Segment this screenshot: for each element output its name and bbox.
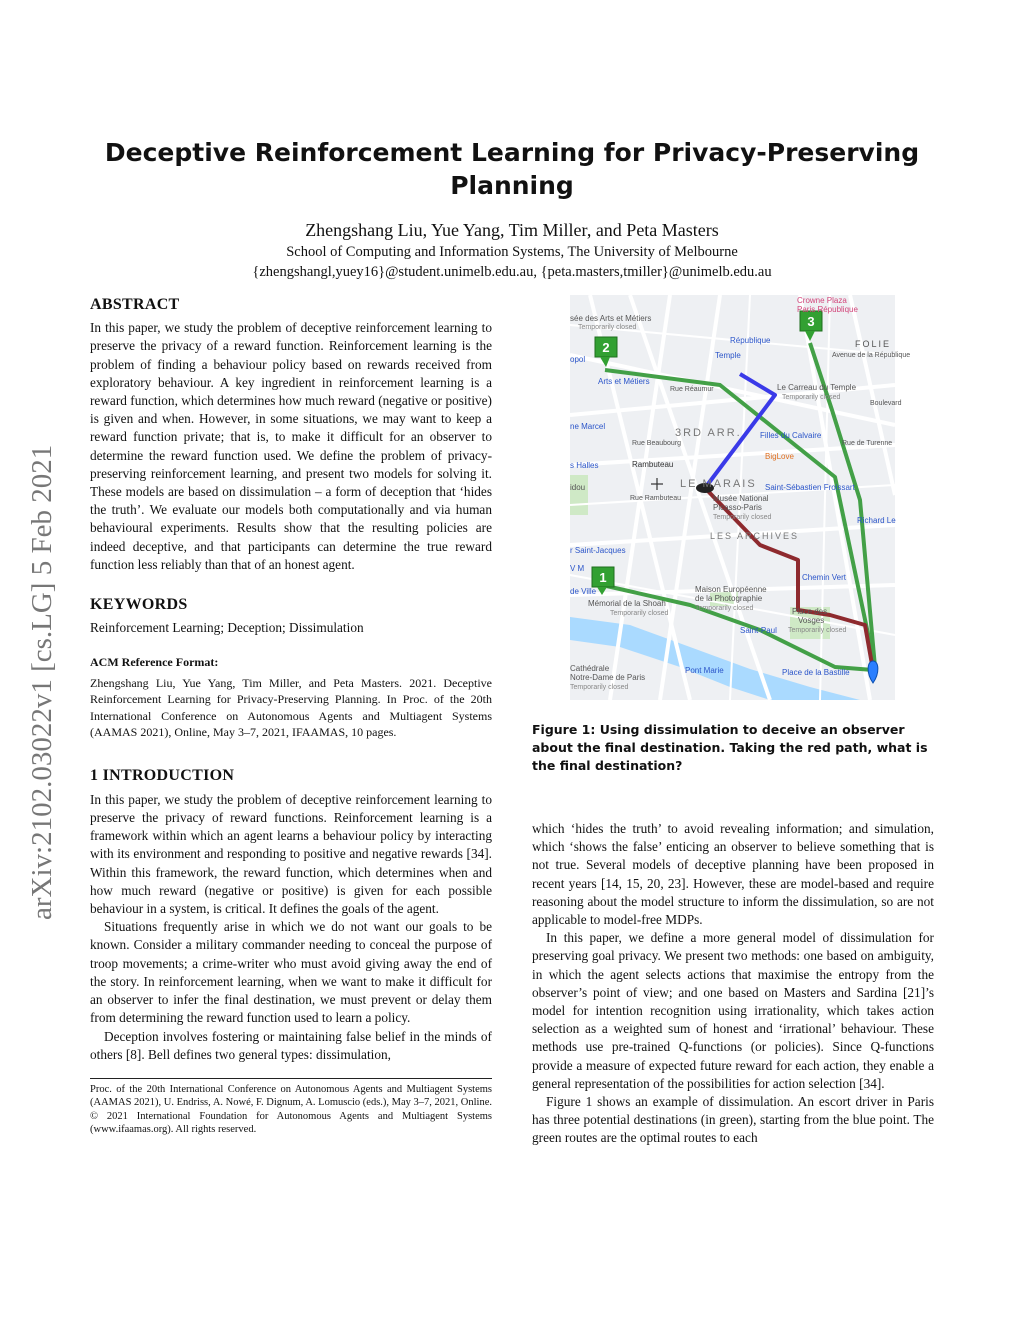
label-rue-reaumur: Rue Réaumur — [670, 386, 714, 393]
acm-reference-heading: ACM Reference Format: — [90, 655, 219, 670]
label-temp-closed-5: Temporarily closed — [695, 605, 754, 612]
label-vosges-1: Place des — [792, 607, 828, 616]
label-temp-closed-4: Temporarily closed — [610, 610, 669, 617]
right-paragraph-1: which ‘hides the truth’ to avoid revealing information; and simulation, which ‘shows the false’ enticing an observer to believe something that is not true. Several models of deceptive planning have been proposed in recent years [14, 15, 20, 23]. However, these are model-based and require reasoning about the model structure to inform the dissimulation, so are not applicable to model-free MDPs. — [532, 821, 934, 928]
label-crowne-plaza: Crowne Plaza — [797, 296, 847, 305]
label-temp-closed-3: Temporarily closed — [713, 514, 772, 521]
label-richard-lenoir: Richard Le — [857, 516, 896, 525]
label-cathedrale-1: Cathédrale — [570, 664, 610, 673]
label-musee-picasso-1: Musée National — [713, 494, 769, 503]
label-arts-et-metiers: Arts et Métiers — [598, 377, 650, 386]
label-musee-picasso-2: Picasso-Paris — [713, 503, 762, 512]
intro-paragraph-3: Deception involves fostering or maintaining false belief in the minds of others [8]. Bell defines two general types: dissimulation, — [90, 1028, 492, 1062]
label-place-bastille: Place de la Bastille — [782, 668, 850, 677]
label-ne-marcel: ne Marcel — [570, 422, 606, 431]
label-temp-closed-1: Temporarily closed — [578, 324, 637, 331]
introduction-heading: 1 INTRODUCTION — [90, 766, 235, 784]
acm-reference-text: Zhengshang Liu, Yue Yang, Tim Miller, and Peta Masters. 2021. Deceptive Reinforcement Learning for Privacy-Preserving Planning. In Proc. of the 20th International Conference on Autonomous Agents and Multiagent Systems (AAMAS 2021), Online, May 3–7, 2021, IFAAMAS, 10 pages. — [90, 675, 492, 740]
right-paragraph-2: In this paper, we define a more general model of dissimulation for preserving goal privacy. We present two methods: one based on ambiguity, in which the agent selects actions that maximise the entropy from the observer’s point of view; and one based on Masters and Sardina [21]’s model for intention recognition using irrationality, which takes action selection as a weighted sum of honest and ‘irrational’ behaviour. These methods use pre-trained Q-functions (or policies). Since Q-functions provide a measure of expected future reward for each action, they enable a general representation of the possibilities for action selection [34]. — [532, 930, 934, 1091]
label-paris-republique: Paris République — [797, 305, 858, 314]
label-temp-closed-6: Temporarily closed — [788, 627, 847, 634]
footnote-text: Proc. of the 20th International Conference on Autonomous Agents and Multiagent Systems (AAMAS 2021), U. Endriss, A. Nowé, F. Dignum, A. Lomuscio (eds.), May 3–7, 2021, Online. © 2021 International Foundation for Autonomous Agents and Multiagent Systems (www.ifaamas.org). All rights reserved. — [90, 1083, 492, 1136]
left-column — [90, 296, 492, 1137]
label-memorial: Mémorial de la Shoah — [588, 599, 666, 608]
intro-paragraph-2: Situations frequently arise in which we do not want our goals to be known. Consider a military commander needing to conceal the purpose of troop movements; a crime-writer who must avoid giving away the end of the story. In reinforcement learning, when we want to make it difficult for an observer to infer the final destination, we must prevent or delay them from determining the reward function used to learn a policy. — [90, 919, 492, 1026]
intro-paragraph-1: In this paper, we study the problem of deceptive reinforcement learning to preserve the privacy of reward functions. Reinforcement learning is a framework within which an agent learns a behaviour policy by interacting with its environment and responding to positive and negative rewards [34]. Within this framework, the reward function, which determines when and how much reward (negative or positive) is given for each possible behaviour in a system, is critical. It defines the goals of the agent. — [90, 791, 492, 917]
abstract-heading: ABSTRACT — [90, 296, 180, 313]
label-opol: opol — [570, 355, 586, 364]
marker-3-label: 3 — [807, 314, 815, 329]
label-temp-closed-2: Temporarily closed — [782, 394, 841, 401]
label-carreau-temple: Le Carreau du Temple — [777, 383, 857, 392]
paris-route-map — [570, 295, 911, 700]
label-maison-2: de la Photographie — [695, 594, 763, 603]
affiliation: School of Computing and Information Systems, The University of Melbourne — [286, 244, 738, 260]
label-pont-marie: Pont Marie — [685, 666, 724, 675]
label-les-archives: LES ARCHIVES — [710, 531, 800, 541]
label-rue-beaubourg: Rue Beaubourg — [632, 440, 682, 447]
keywords-heading: KEYWORDS — [90, 596, 188, 614]
abstract-text: In this paper, we study the problem of deceptive reinforcement learning to preserve the privacy of a reward function. Reinforcement learning is the problem of finding a behaviour policy based on rewards received from exploratory behaviour. A key ingredient in reinforcement learning is a reward function, which determines how much reward (negative or positive) is given and when. However, in some situations, we may want to keep a reward function private; that is, to make it difficult for an observer to determine the reward function used. We define the problem of privacy-preserving reinforcement learning, and present two models for solving it. These models are based on dissimulation – a form of deception that ‘hides the truth’. We evaluate our models both computationally and via human behavioural experiments. Results show that the resulting policies are indeed deceptive, and that participants can determine the true reward function less reliably than that of an honest agent. — [90, 320, 492, 572]
label-republique: République — [730, 336, 771, 345]
right-column — [532, 820, 934, 1148]
label-vosges-2: Vosges — [798, 616, 825, 625]
marker-1-label: 1 — [599, 570, 607, 585]
label-biglove: BigLove — [765, 452, 794, 461]
title-line-2: Planning — [450, 171, 574, 200]
right-paragraph-3: Figure 1 shows an example of dissimulation. An escort driver in Paris has three potential destinations (in green), starting from the blue point. The green routes are the optimal routes to each — [532, 1094, 934, 1146]
label-saint-jacques: r Saint-Jacques — [570, 546, 626, 555]
label-folie: FOLIE — [855, 339, 892, 349]
park-left — [570, 475, 588, 515]
label-saint-paul: Saint-Paul — [740, 626, 777, 635]
label-rue-turenne: Rue de Turenne — [842, 440, 893, 447]
author-list: Zhengshang Liu, Yue Yang, Tim Miller, and Peta Masters — [305, 220, 719, 240]
label-rue-rambuteau: Rue Rambuteau — [630, 495, 681, 502]
label-filles-calvaire: Filles du Calvaire — [760, 431, 822, 440]
label-idou: idou — [570, 483, 586, 492]
label-cathedrale-2: Notre-Dame de Paris — [570, 673, 646, 682]
keywords-text: Reinforcement Learning; Deception; Dissimulation — [90, 620, 364, 636]
label-chemin-vert: Chemin Vert — [802, 573, 847, 582]
label-maison-1: Maison Européenne — [695, 585, 767, 594]
label-arts-metiers-top: sée des Arts et Métiers — [570, 314, 652, 323]
marker-2-label: 2 — [602, 340, 610, 355]
label-st-sebastien: Saint-Sébastien Froissart — [765, 483, 855, 492]
label-de-ville: de Ville — [570, 587, 597, 596]
label-le-marais: LE MARAIS — [680, 478, 757, 490]
label-rambuteau: Rambuteau — [632, 460, 674, 469]
label-s-halles: s Halles — [570, 461, 599, 470]
label-temp-closed-7: Temporarily closed — [570, 684, 629, 691]
label-boulevard: Boulevard — [870, 400, 902, 407]
label-v-m: V M — [570, 564, 585, 573]
author-emails: {zhengshangl,yuey16}@student.unimelb.edu.au, {peta.masters,tmiller}@unimelb.edu.au — [252, 264, 772, 280]
footnote-rule — [90, 1078, 492, 1079]
label-avenue-republique: Avenue de la République — [832, 352, 911, 359]
title-line-1: Deceptive Reinforcement Learning for Privacy-Preserving — [104, 138, 920, 167]
label-third-arr: 3RD ARR. — [675, 427, 742, 439]
figure-caption: Figure 1: Using dissimulation to deceive an observer about the final destination. Taking the red path, what is the final destination? — [532, 722, 928, 773]
arxiv-identifier: arXiv:2102.03022v1 [cs.LG] 5 Feb 2021 — [26, 444, 58, 920]
paper-title — [0, 136, 1024, 202]
label-temple: Temple — [715, 351, 741, 360]
